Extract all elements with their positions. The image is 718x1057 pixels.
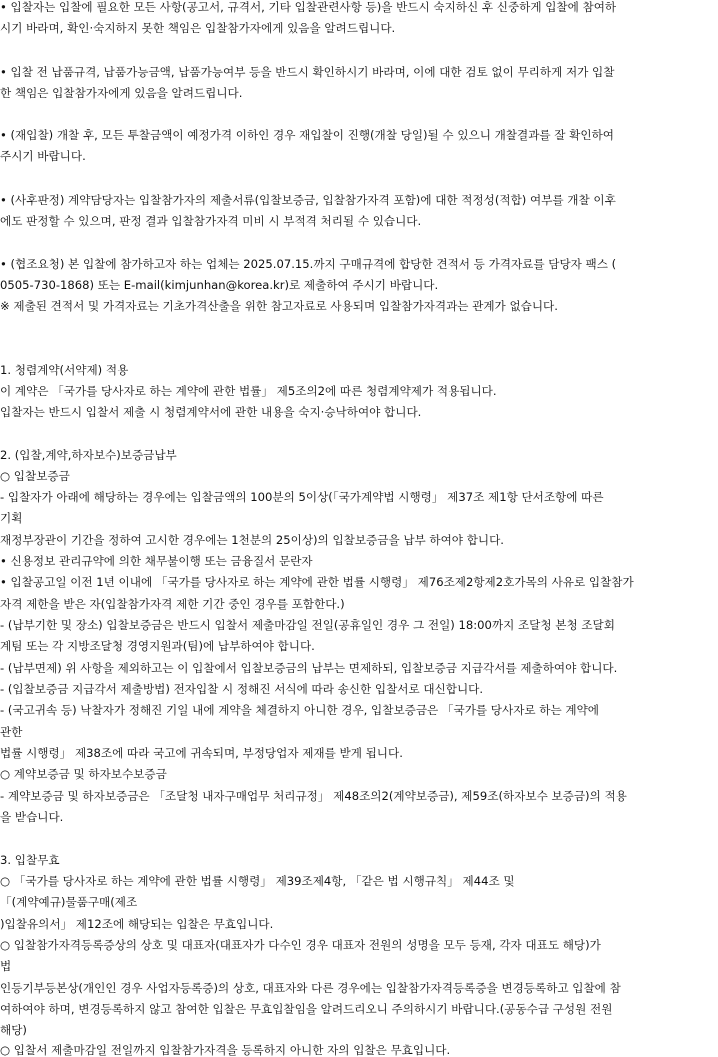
text-line: 관한 [0, 725, 23, 739]
text-line: ○ 입찰서 제출마감일 전일까지 입찰참가자격을 등록하지 아니한 자의 입찰은 무효입니다. [0, 1043, 451, 1057]
text-line: 여하여야 하며, 변경등록하지 않고 참여한 입찰은 무효입찰임을 알려드리오니 주의하시기 바랍니다.(공동수급 구성원 전원 [0, 1002, 613, 1016]
text-line: 시기 바라며, 확인·숙지하지 못한 책임은 입찰참가자에게 있음을 알려드립니다. [0, 21, 396, 35]
text-line: ○ 입찰보증금 [0, 469, 70, 483]
text-line: ○ 「국가를 당사자로 하는 계약에 관한 법률 시행령」 제39조제4항, 「같은 법 시행규칙」 제44조 및 [0, 874, 515, 888]
text-line: 재정부장관이 기간을 정하여 고시한 경우에는 1천분의 25이상)의 입찰보증금을 납부 하여야 합니다. [0, 533, 504, 547]
text-line: • 입찰 전 납품규격, 납품가능금액, 납품가능여부 등을 반드시 확인하시기 바라며, 이에 대한 검토 없이 무리하게 저가 입찰 [0, 65, 615, 79]
text-line: - (납부면제) 위 사항을 제외하고는 이 입찰에서 입찰보증금의 납부는 면제하되, 입찰보증금 지급각서를 제출하여야 합니다. [0, 661, 618, 675]
text-line: 입찰자는 반드시 입찰서 제출 시 청렴계약서에 관한 내용을 숙지·승낙하여야 합니다. [0, 405, 422, 419]
text-line: 한 책임은 입찰참가자에게 있음을 알려드립니다. [0, 86, 243, 100]
text-line: )입찰유의서」 제12조에 해당되는 입찰은 무효입니다. [0, 917, 274, 931]
text-line: 자격 제한을 받은 자(입찰참가자격 제한 기간 중인 경우를 포함한다.) [0, 597, 345, 611]
text-line: 0505-730-1868) 또는 E-mail(kimjunhan@korea.kr)로 제출하여 주시기 바랍니다. [0, 278, 439, 292]
text-line: 인등기부등본상(개인인 경우 사업자등록증)의 상호, 대표자와 다른 경우에는 입찰참가자격등록증을 변경등록하고 입찰에 참 [0, 981, 621, 995]
text-line: 에도 판정할 수 있으며, 판정 결과 입찰참가자격 미비 시 부적격 처리될 수 있습니다. [0, 214, 422, 228]
text-line: • (재입찰) 개찰 후, 모든 투찰금액이 예정가격 이하인 경우 재입찰이 진행(개찰 당일)될 수 있으니 개찰결과를 잘 확인하여 [0, 128, 614, 142]
text-line: 법률 시행령」 제38조에 따라 국고에 귀속되며, 부정당업자 제재를 받게 됩니다. [0, 746, 403, 760]
text-line: • 입찰자는 입찰에 필요한 모든 사항(공고서, 규격서, 기타 입찰관련사항 등)을 반드시 숙지하신 후 신중하게 입찰에 참여하 [0, 0, 617, 14]
section-heading: 2. (입찰,계약,하자보수)보증금납부 [0, 448, 177, 462]
text-line: - 계약보증금 및 하자보증금은 「조달청 내자구매업무 처리규정」 제48조의2(계약보증금), 제59조(하자보수 보증금)의 적용 [0, 789, 627, 803]
text-line: 계팀 또는 각 지방조달청 경영지원과(팀)에 납부하여야 합니다. [0, 639, 315, 653]
text-line: ○ 계약보증금 및 하자보수보증금 [0, 767, 167, 781]
text-line: 을 받습니다. [0, 810, 64, 824]
text-line: 해당) [0, 1023, 27, 1037]
text-line: 주시기 바랍니다. [0, 149, 86, 163]
text-line: 기획 [0, 511, 23, 525]
text-line: - (국고귀속 등) 낙찰자가 정해진 기일 내에 계약을 체결하지 아니한 경우, 입찰보증금은 「국가를 당사자로 하는 계약에 [0, 703, 599, 717]
text-line: - (입찰보증금 지급각서 제출방법) 전자입찰 시 정해진 서식에 따라 송신한 입찰서로 대신합니다. [0, 682, 484, 696]
text-line: 이 계약은 「국가를 당사자로 하는 계약에 관한 법률」 제5조의2에 따른 청렴계약제가 적용됩니다. [0, 384, 497, 398]
text-line: • (협조요청) 본 입찰에 참가하고자 하는 업체는 2025.07.15.까지 구매규격에 합당한 견적서 등 가격자료를 담당자 팩스 ( [0, 257, 617, 271]
text-line: • 입찰공고일 이전 1년 이내에 「국가를 당사자로 하는 계약에 관한 법률 시행령」 제76조제2항제2호가목의 사유로 입찰참가 [0, 575, 634, 589]
text-line: • (사후판정) 계약담당자는 입찰참가자의 제출서류(입찰보증금, 입찰참가자격 포함)에 대한 적정성(적합) 여부를 개찰 이후 [0, 193, 616, 207]
text-line: ○ 입찰참가자격등록증상의 상호 및 대표자(대표자가 다수인 경우 대표자 전원의 성명을 모두 등재, 각자 대표도 해당)가 [0, 938, 601, 952]
text-line: • 신용정보 관리규약에 의한 채무불이행 또는 금융질서 문란자 [0, 554, 313, 568]
text-line: 「(계약예규)물품구매(제조 [0, 895, 138, 909]
text-line: ※ 제출된 견적서 및 가격자료는 기초가격산출을 위한 참고자료로 사용되며 입찰참가자격과는 관계가 없습니다. [0, 299, 558, 313]
text-line: - 입찰자가 아래에 해당하는 경우에는 입찰금액의 100분의 5이상(「국가계약법 시행령」 제37조 제1항 단서조항에 따른 [0, 490, 604, 504]
text-line: - (납부기한 및 장소) 입찰보증금은 반드시 입찰서 제출마감일 전일(공휴일인 경우 그 전일) 18:00까지 조달청 본청 조달회 [0, 618, 615, 632]
text-line: 법 [0, 959, 12, 973]
section-heading: 3. 입찰무효 [0, 853, 60, 867]
section-heading: 1. 청렴계약(서약제) 적용 [0, 363, 129, 377]
